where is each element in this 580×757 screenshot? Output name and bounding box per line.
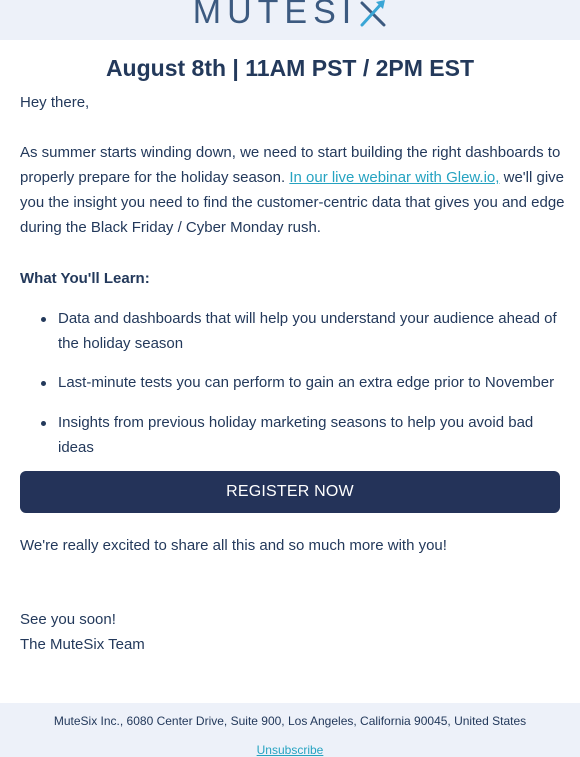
greeting-text: Hey there, — [20, 94, 90, 111]
list-item: Data and dashboards that will help you understand your audience ahead of the holiday season — [38, 306, 563, 356]
list-item: Insights from previous holiday marketing seasons to help you avoid bad ideas — [38, 410, 563, 460]
intro-paragraph — [20, 140, 565, 240]
learn-list — [38, 410, 563, 460]
unsubscribe-link[interactable]: Unsubscribe — [256, 743, 324, 757]
logo-text: MUTESI — [192, 0, 358, 31]
company-address: MuteSix Inc., 6080 Center Drive, Suite 900, Los Angeles, California 90045, United States — [53, 714, 527, 728]
learn-section-title: What You'll Learn: — [20, 270, 150, 287]
learn-list — [38, 370, 563, 395]
list-item: Last-minute tests you can perform to gain an extra edge prior to November — [38, 370, 563, 395]
footer-band — [0, 703, 580, 757]
unsubscribe-container — [0, 743, 580, 757]
event-date-headline: August 8th | 11AM PST / 2PM EST — [105, 55, 475, 81]
sign-off-text: See you soon! — [20, 611, 116, 628]
team-signature: The MuteSix Team — [20, 636, 145, 653]
register-now-button[interactable]: REGISTER NOW — [20, 471, 560, 513]
intro-text-after-link: we'll give you the insight you need to find the customer-centric data that gives you and edge during the Black Friday / Cyber Monday rush. — [20, 169, 565, 236]
arrow-x-logo-icon — [359, 0, 387, 27]
mutesix-logo[interactable] — [0, 0, 580, 34]
learn-list — [38, 306, 563, 356]
header-band — [0, 0, 580, 40]
webinar-link[interactable]: In our live webinar with Glew.io, — [289, 169, 500, 186]
closing-paragraph: We're really excited to share all this and so much more with you! — [20, 537, 447, 554]
intro-text-before-link: As summer starts winding down, we need to start building the right dashboards to properly prepare for the holiday season. — [20, 144, 561, 186]
